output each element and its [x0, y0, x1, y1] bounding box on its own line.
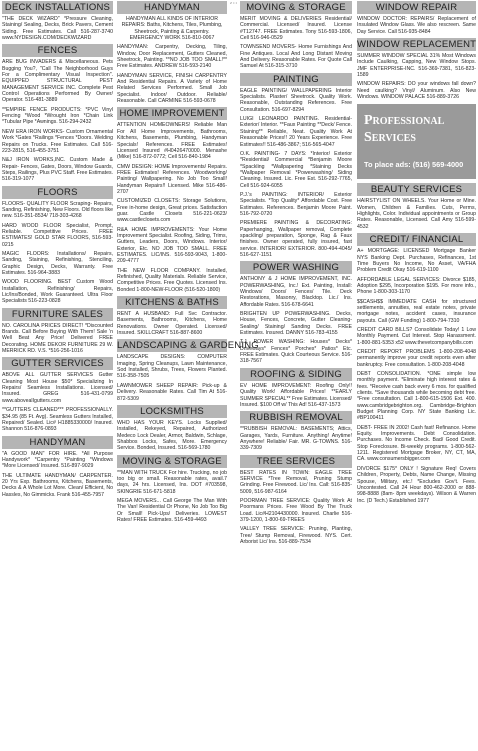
- ad-listing: **EMPIRE FENCE PRODUCTS: *PVC Vinyl Fencing *Wood *Wrought Iron *Chain Link *Tubular Pipe *Awnings. 516-294-2432: [2, 106, 113, 126]
- section-header-gutter: GUTTER SERVICES: [2, 357, 113, 370]
- ad-listing: LAWNMOWER SHEEP REPAIR: Pick-up & Delivery. Reasonable Rates. Call Tim At 516-872-5309: [117, 382, 227, 402]
- professional-services-banner: [357, 104, 476, 179]
- ad-listing: CMW DESIGN: HOME Improvements/ Repairs. FREE Estimates! References. Woodworking/ Painting/ Wallpapering. No Job Too Small! Handyman Repairs!! Licensed. Mike 516-486-2707: [117, 163, 227, 195]
- section-header-deck: DECK INSTALLATIONS: [2, 1, 113, 14]
- ad-listing: DEBT- FREE IN 2002! Cash fast! Refinance. Home Equity. Improvements. Debt Consolidation. Purchases. No Income Check. Bad/ Good Credit. Stop Foreclosure. Bi-weekly programs. 1-800-562-1211. Registered Mortgage Broker, NY, CT, MA, CA. www.consumersbigger.com: [357, 424, 476, 463]
- section-header-furniture: FURNITURE SALES: [2, 308, 113, 321]
- ad-listing: AFFORDABLE LEGAL SERVICES: Divorce $185, Adoption $295, Incorporation $195. For more info., Phone 1-800-303-1170: [357, 276, 476, 296]
- ad-listing: ABOVE ALL GUTTER SERVICES Gutter Cleaning Most House $50* Specializing In Repairs/ Seamless Installations. Licensed/ Insured. GREG 516-431-0799 www.abovealIgutters.com: [2, 372, 113, 404]
- ad-listing: DEBT CONSOLIDATION. *ONE simple low monthly payment. *Eliminate high interest rates & fees. *Receive cash back every 6 mos. for qualified clients. *Save thousands while becoming debt free. *Free consultation. Call 1-800-615-1506 Ext. 400. www.cambridgebrighton.org. Cambridge-Brighton Budget Planning Corp. NY State Banking Lic. #BP100411: [357, 371, 476, 422]
- ad-listing: VALLEY TREE SERVICE: Pruning, Planting, Tree/ Stump Removal, Firewood. NYS. Cert. Arborist Lic/ Ins. 516-889-7534: [240, 526, 352, 545]
- column-2: [117, 0, 259, 751]
- ad-listing: HANDYMAN ALL KINDS OF INTERIOR REPAIRS: Baths, Kitchens, Tiles, Plumbing, Sheetrock, Painting & Carpentry. EMERGENCY WORK 516-810-0067: [121, 16, 223, 42]
- ad-listing: CREDIT REPORT PROBLEMS 1-800-208-4048 permanently improve your credit reports even after bankruptcy. Free consultation. 1-800-208-4048: [357, 348, 476, 368]
- ad-listing: CUSTOMIZED CLOSETS: Storage Solutions, Free in-home design, Great prices. Satisfaction guar. Castle Closets 516-221-0623/ www.castleclosets.com: [117, 198, 227, 224]
- ad-listing: "A GOOD MAN" FOR HIRE. *All Purpose Handywork* *Carpentry *Painting *Windows *More Licensed/ Insured. 516-897-9029: [2, 450, 113, 470]
- ad-listing: R&A HOME IMPROVEMENTS: Your Home Improvement Specialist. Roofing, Siding, Trims, Gutters, Leaders, Doors, Windows. Interior/ Exterior, Etc. NO JOB TOO SMALL. FREE ESTIMATES. LIC/INS. 516-593-9043, 1-800-209-4777: [117, 226, 227, 265]
- ad-listing: CREDIT CARD BILLS? Consolidate Today! 1 Low Monthly Payment. Cut Interest. Stop Harassment. 1-800-881-5353 x52 www.thevetcompanybills.com: [357, 326, 476, 346]
- ad-listing: ANTHONY & J HOME IMPROVEMENT, INC. POWERWASHING, Inc.! Ext. Painting, Install: Windows/ Doors/ Fences/ Tile. Deck Restorations, Masonry, Blacktop. Lic./ Ins. Affordable Rates. 516-678-6641: [240, 276, 352, 308]
- banner-phone: To place ads: (516) 569-4000: [364, 160, 464, 170]
- ad-listing: SUMMER WINDOW SPECIAL 31% Most Windows Include Caulking, Capping, New Window Stops. JMF ENTERPRISE-INC. 516-369-7381, 516-823-1589: [357, 53, 476, 79]
- ad-listing: MEGA MOVERS... Call George The Man With The Van! Residential Or Phone, No Job Too Big Or Small! Pick-Ups/ Deliveries. LOWEST Rates! FREE Estimates. 516-459-4493: [117, 497, 227, 523]
- ad-listing: WINDOW REPAIRS: DO your windows fall down? Need caulking? Vinyl/ Aluminum. Also New Windows. WINDOW PALACE 516-889-3726: [357, 81, 476, 101]
- banner-title-line-1: Professional: [364, 113, 445, 129]
- section-header-handyman: HANDYMAN: [2, 436, 113, 449]
- ad-listing: POORMAN TREE SERVICE: Quality Work At Poormans Prices. Free Wood By The Truck Load. Lic#H2104430000. Insured. Charlie 516-379-1200, 1-800-69-TREES: [240, 497, 352, 523]
- section-header-locksmiths: LOCKSMITHS: [117, 405, 227, 418]
- ad-listing: N&J IRON WORKS,INC. Custom Made & Repair- Fences, Gates, Doors, Window Guards, Steps, Railings, Plus PVC Staff. Free Estimates. 516-319-1077: [2, 157, 113, 183]
- ad-listing: HANDYMAN: Carpentry, Decking, Tiling, Window, Door Replacement, Gutters Cleaned, Sheetrock, Painting. **NO JOB TOO SMALL!** Free Estimates. ANDREW 516-593-2140: [117, 44, 227, 70]
- banner-title-line-2: Services: [364, 130, 416, 146]
- ad-listing: A+ MORTGAGE: LICENSED Mortgage Banker NYS Banking Dept. Purchases, Refinances, 1st Time Buyers No Income, No Asset, VA/FHA Problem Credit Okay 516-619-1100: [357, 248, 476, 274]
- gutter-mark: z • •: [229, 0, 238, 5]
- column-1: [2, 0, 113, 751]
- section-header-beauty: BEAUTY SERVICES: [357, 183, 476, 196]
- section-header-handyman: HANDYMAN: [117, 1, 227, 14]
- section-header-kitchens: KITCHENS & BATHS: [117, 296, 227, 309]
- ad-listing: "THE DECK WIZARD" *Pressure Cleaning, Staining/ Sealing, Decks, Brick Pavers, Cement Siding. Free Estimates. Call 516-287-3740 www.NYDESIGN.COM/DECKWIZARD: [2, 16, 113, 42]
- section-header-rubbish: RUBBISH REMOVAL: [240, 411, 352, 424]
- ad-listing: BEST RATES IN TOWN: EAGLE TREE SERVICE *Tree Removal, Pruning Stump Grinding. Free Firewood. Lic/ Ins. Call: 516-835-5009, 516-987-6164: [240, 469, 352, 495]
- section-header-painting: PAINTING: [240, 73, 352, 86]
- section-header-window-replacement: WINDOW REPLACEMENT: [357, 39, 477, 51]
- ad-listing: BRIGHTEN UP POWERWASHING. Decks, House, Fences, Concrete, Gutter Cleaning- Sealing/ Staining/ Sanding Decks. FREE Estimates. Insured. DANNY 516-783-4155: [240, 311, 352, 337]
- section-header-home-improvement: HOME IMPROVEMENT: [117, 107, 227, 120]
- ad-listing: NEW ERA IRON WORKS- Custom Ornamental Work *Gates *Railings *Fences *Doors. Welding Repairs on Trucks. Free Estimates. Call 516-223-2815, 516-455-3751: [2, 128, 113, 154]
- ad-listing: **MAN WITH TRUCK For hire. Trucking, no job too big or small. Reasonable rates, avail.7 days, 24 hrs. Licensed, Ins. DOT #703598, SKINGRIE 516-671-5818: [117, 469, 227, 495]
- ad-listing: TOWNSEND MOVERS- Home Furnishings And Fine Antiques. Local And Long Distant Moving And Delivery. Reasonable Rates. For Quote Call Samuel At 516-315-3710: [240, 44, 352, 70]
- ad-listing: LANDSCAPE DESIGNS: COMPUTER Imaging, Spring Cleanups, Lawn Maintenance, Sod Installed, Shrubs, Trees, Flowers Planted. 516-358-7505: [117, 354, 227, 380]
- ad-listing: DIVORCE $175* ONLY ! Signature Req! Covers Children, Property, Debts, Name Change, Missing Spouse, Military, etc.! *Excludes Gov't. Fees. Uncontested. Call 24 Hour 800-462-2000 or 888-998-8888 (8am- 8pm weekdays). Wilson & Warren Inc. (D Tech.) Established 1977: [357, 465, 476, 504]
- column-3: [240, 0, 352, 751]
- ad-listing: NO. CAROLINA PRICES DIRECT! *Discounted Brands. Call Before Buying With Them! Sale 'n Well Beat Any Price! Delivered FREE Decorating. HOME DEKOR FURNITURE 29 W. MERRICK RD. V.S. *516-256-1016: [2, 322, 113, 355]
- ad-listing: RENT A HUSBAND: Full Svc Contractor. Basements, Bathrooms, Kitchens, Home Renovations. Owner Operated. Licensed/ Insured. SKILLCRAFT 516-887-8600: [117, 311, 227, 337]
- ad-listing: HARD WOOD FLOOR Specialist, Prompt, Reliable. Competitive Prices. FREE ESTIMATES! GOLD STAR FLOORS, 516-593-0215: [2, 222, 113, 248]
- ad-listing: THE ULTIMATE HANDYMAN/ CARPENTER. 20 Yrs Exp. Bathrooms, Kitchens, Basements, Decks & A Whole Lot More. Clean/ Efficient, No Hassles, No Gimmicks. Frank 516-455-7957: [2, 472, 113, 498]
- ad-listing: P.J.'s PAINTING: INTERIOR/ Exterior Specialists. *Top Quality* Affordable Cost. Free Estimates. References. Benjamin Moore Paint. 516-792-0720: [240, 191, 352, 217]
- section-header-landscaping: LANDSCAPING & GARDENING: [117, 340, 259, 352]
- ad-listing: THE NEW FLOOR COMPANY. Installed, Refinished, Quality Materials. Reliable Service, Competitive Prices. Free Quotes. Licensed Ins. Bonded 1-800-NEW-FLOOR (516-520-1800): [117, 267, 227, 293]
- section-header-moving: MOVING & STORAGE: [240, 1, 352, 14]
- ad-listing: EAGLE PAINTING/ WALLPAPERING Interior Specialists. Plaster/ Sheetrock. Quality Work. Reasonable, Outstanding References. Free Consultation. 516-697-8294: [240, 87, 352, 113]
- ad-listing: O.K. PAINTING- 7 DAYS: *Interior/ Exterior *Residential/ Commercial *Benjamin Moore *Spackling *Wallpapering *Staining Decks *Wallpaper Removal *Powerwashing/ Siding Cleaning. Insured. Lic. Free Est. 516-292-7765, Cell 516-924-6055: [240, 150, 352, 189]
- ad-listing: FLOORS- QUALITY FLOOR Scraping- Repairs, Sanding, Refinishing, New Floors. Old floors like new. 516-351-8534/ 718-303-4268: [2, 200, 114, 220]
- ad-listing: WOOD FLOORING. BEST Custom Wood Installation, Refinishing/ Repairs, Lic/Ins/Bonded, Work Guaranteed. Ultra Floor Specialists 516-223-0828: [2, 279, 113, 305]
- column-4: [357, 0, 476, 751]
- ad-listing: T.J. POWER WASHING: Houses* Decks* Driveways* Fences* Porches* Patios* Etc. FREE Estimates. Quick Courteous Service. 516-318-7567: [240, 339, 352, 365]
- ad-listing: PREMIERE PAINTING & DECORATING: Paperhanging, Wallpaper removal, Complete spackling/ preparation, Sponge, Rag & Faux finishes. Owner operated, fully insured, fast service. INTERIOR/ EXTERIOR. 800-494-4045/ 516-627-1151: [240, 220, 352, 258]
- section-header-power-washing: POWER WASHING: [240, 261, 352, 274]
- ad-listing: MAGIC FLOORS: Installations/ Repairs, Sanding, Staining, Refinishing, Stenciling, Graphic Design, Decks, Warranty. Free Estimates. 516-964-3883: [2, 250, 113, 276]
- ad-listing: $$CASH$$ IMMEDIATE CASH for structured settlements, annuities, real estate notes, private mortgage notes, accident cases, insurance payouts. Call (GW Funding) 1-800-794-7310: [357, 298, 476, 324]
- ad-listing: WHO HAS YOUR KEYS. Locks Supplied/ Installed, Rekeyed, Repaired, Authorized Medeco Lock Dealer, Armor, Baldwin, Schlage, Shabbos Locks, Safes, More. Emergency Service. Bonded, Insured. 516-569-1780: [117, 419, 227, 452]
- section-header-credit: CREDIT/ FINANCIAL: [357, 233, 476, 246]
- ad-listing: HAIRSTYLIST ON WHEELS. Your Home or Mine. Women, Children & Families. Cuts, Perms, Highlights, Color. Individual appointments or Group Rates. Reasonable, Licensed. Call Amy 516-599-4532: [357, 198, 476, 230]
- ad-listing: WINDOW DOCTOR: REPAIRS/ Replacement of Insulated Window Glass. We also rescreen. Same Day Service. Call 516-935-8484: [357, 16, 476, 35]
- ad-listing: **GUTTERS CLEANED*** PROFESSIONALLY. $34.95 (85 Ft. Avg). Seamless Gutters Installed, Repaired/ Sealed. Lic# H1885330000/ Insured. Shannon 516-876-0893: [2, 407, 113, 433]
- section-header-tree: TREE SERVICES: [240, 455, 352, 468]
- ad-listing: EV HOME IMPROVEMENT: Roofing Only!! Quality Work! Affordable Prices! **EARLY SUMMER SPECIAL** Free Estimates. Licensed/ Insured. $100 Off w/ This Ad! 516-437-1573: [240, 382, 352, 408]
- section-header-roofing: ROOFING & SIDING: [240, 368, 352, 381]
- ad-listing: MERIT MOVING & DELIVERIES Residential/ Commercial. Licensed/ Insured. License #T12747. FREE Estimates. Tony 516-593-1806, Cell 516-946-0529: [240, 16, 352, 42]
- section-header-floors: FLOORS: [2, 186, 113, 199]
- ad-listing: HANDYMAN SERVICE, FINISH CARPENTRY And Residential Repairs. A Variety of Home Related Services Performed. Small Job Specialist. Indoor/ Outdoor. Reliable/ Reasonable. Call CARMINE 516-593-0678: [117, 72, 227, 105]
- section-header-fences: FENCES: [2, 44, 113, 57]
- ad-listing: ATTENTION HOMEOWNERS! Reliable Man For All Home Improvements, Bathrooms, Kitchens, Basements, Plumbing, Handyman Specials! References. FREE Estimates! Licensed Insured #H0426470000. Menashe (Mike) 516-872-0772; Cell 516-840-1984: [117, 122, 227, 161]
- section-header-window-repair: WINDOW REPAIR: [357, 1, 476, 14]
- section-header-moving: MOVING & STORAGE: [117, 455, 227, 468]
- ad-listing: LUIGI LEONARDO PAINTING. Residential- Exterior/ Interior. **Faux Painting **Deck/ Fence. Staining** Reliable, Neat. Quality Work At Reasonable Prices!! 20 Years Experience. Free Estimates!! 516-486-3867; 516-565-4047: [240, 116, 352, 148]
- ad-listing: **RUBBISH REMOVAL: BASEMENTS; Attics, Garages, Yards, Furniture. Anything! Anytime! Anywhere! Reliable/ Fair. MR. G-TOWNS. 516-339-7309: [240, 426, 352, 452]
- ad-listing: ARE BUG INVADERS & Miscellaneous. Pets Bugging You?, "Call The Neighborhood Guys For a Complimentary Visual Inspection". EQUIPPED STRUCTURAL PEST MANAGEMENT SERVICE INC. Complete Pest Control Operations Performed By Owner/ Operator. 516-481-3889: [2, 59, 113, 104]
